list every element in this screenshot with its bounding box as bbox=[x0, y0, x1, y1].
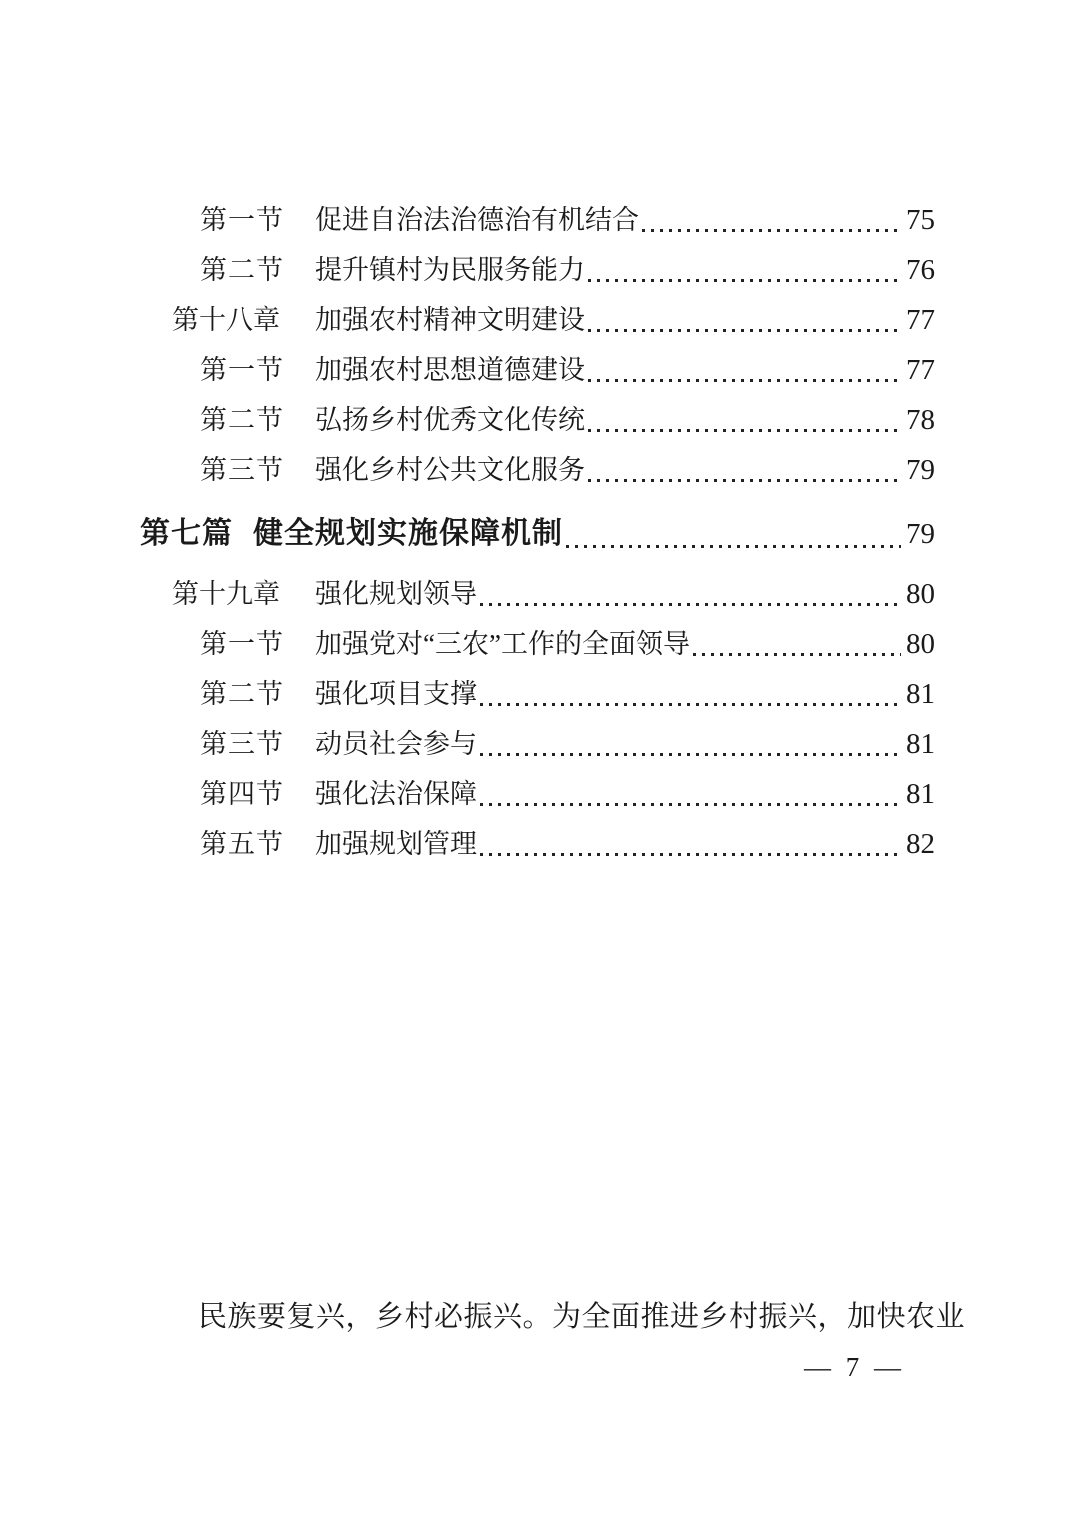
body-paragraph: 民族要复兴，乡村必振兴。为全面推进乡村振兴，加快农业 bbox=[198, 1301, 966, 1333]
toc-entry-page-number: 80 bbox=[906, 628, 935, 660]
toc-entry-title: 加强规划管理 bbox=[315, 829, 477, 859]
toc-entry-page-number: 79 bbox=[906, 454, 935, 486]
toc-entry bbox=[140, 445, 935, 495]
dot-leader bbox=[480, 603, 901, 606]
dot-leader bbox=[588, 479, 901, 482]
dot-leader bbox=[480, 853, 901, 856]
toc-entry-title: 加强党对“三农”工作的全面领导 bbox=[315, 629, 690, 659]
toc-entry-title: 强化项目支撑 bbox=[315, 679, 477, 709]
toc-entry-label: 第十九章 bbox=[172, 579, 280, 609]
toc-entry-title: 加强农村精神文明建设 bbox=[315, 305, 585, 335]
table-of-contents bbox=[140, 195, 935, 869]
toc-entry-label: 第三节 bbox=[200, 455, 284, 485]
toc-entry-page-number: 81 bbox=[906, 728, 935, 760]
dot-leader bbox=[693, 653, 901, 656]
dot-leader bbox=[566, 545, 901, 548]
toc-entry-title: 弘扬乡村优秀文化传统 bbox=[315, 405, 585, 435]
toc-entry-label: 第二节 bbox=[200, 679, 284, 709]
toc-entry bbox=[140, 669, 935, 719]
toc-entry-page-number: 79 bbox=[906, 518, 935, 550]
dot-leader bbox=[480, 753, 901, 756]
toc-entry-label: 第五节 bbox=[200, 829, 284, 859]
toc-entry-label: 第三节 bbox=[200, 729, 284, 759]
dot-leader bbox=[588, 429, 901, 432]
dot-leader bbox=[588, 379, 901, 382]
toc-entry-page-number: 82 bbox=[906, 828, 935, 860]
page-number: — 7 — bbox=[804, 1352, 905, 1382]
toc-entry-title: 动员社会参与 bbox=[315, 729, 477, 759]
toc-entry-title: 健全规划实施保障机制 bbox=[253, 517, 563, 550]
toc-entry-title: 强化法治保障 bbox=[315, 779, 477, 809]
toc-entry-label: 第二节 bbox=[200, 405, 284, 435]
toc-entry-label: 第二节 bbox=[200, 255, 284, 285]
toc-entry-page-number: 77 bbox=[906, 354, 935, 386]
toc-entry-label: 第十八章 bbox=[172, 305, 280, 335]
toc-entry bbox=[140, 569, 935, 619]
dot-leader bbox=[480, 803, 901, 806]
toc-entry-label: 第一节 bbox=[200, 629, 284, 659]
toc-entry bbox=[140, 819, 935, 869]
toc-entry-page-number: 76 bbox=[906, 254, 935, 286]
toc-entry-title: 强化乡村公共文化服务 bbox=[315, 455, 585, 485]
toc-entry-title: 强化规划领导 bbox=[315, 579, 477, 609]
toc-entry bbox=[140, 395, 935, 445]
toc-entry bbox=[140, 345, 935, 395]
toc-entry bbox=[140, 507, 935, 561]
toc-entry-label: 第四节 bbox=[200, 779, 284, 809]
toc-entry bbox=[140, 619, 935, 669]
dot-leader bbox=[480, 703, 901, 706]
toc-entry bbox=[140, 769, 935, 819]
toc-entry-label: 第一节 bbox=[200, 355, 284, 385]
toc-entry-page-number: 78 bbox=[906, 404, 935, 436]
toc-entry-page-number: 81 bbox=[906, 678, 935, 710]
toc-entry bbox=[140, 719, 935, 769]
dot-leader bbox=[588, 279, 901, 282]
toc-entry-page-number: 77 bbox=[906, 304, 935, 336]
toc-entry-title: 加强农村思想道德建设 bbox=[315, 355, 585, 385]
toc-entry-title: 提升镇村为民服务能力 bbox=[315, 255, 585, 285]
toc-entry-page-number: 81 bbox=[906, 778, 935, 810]
dot-leader bbox=[588, 329, 901, 332]
toc-entry bbox=[140, 295, 935, 345]
toc-entry bbox=[140, 245, 935, 295]
dot-leader bbox=[642, 229, 901, 232]
toc-entry-label: 第一节 bbox=[200, 205, 284, 235]
toc-entry-title: 促进自治法治德治有机结合 bbox=[315, 205, 639, 235]
toc-entry-label: 第七篇 bbox=[140, 517, 233, 550]
toc-entry-page-number: 80 bbox=[906, 578, 935, 610]
toc-entry bbox=[140, 195, 935, 245]
toc-entry-page-number: 75 bbox=[906, 204, 935, 236]
